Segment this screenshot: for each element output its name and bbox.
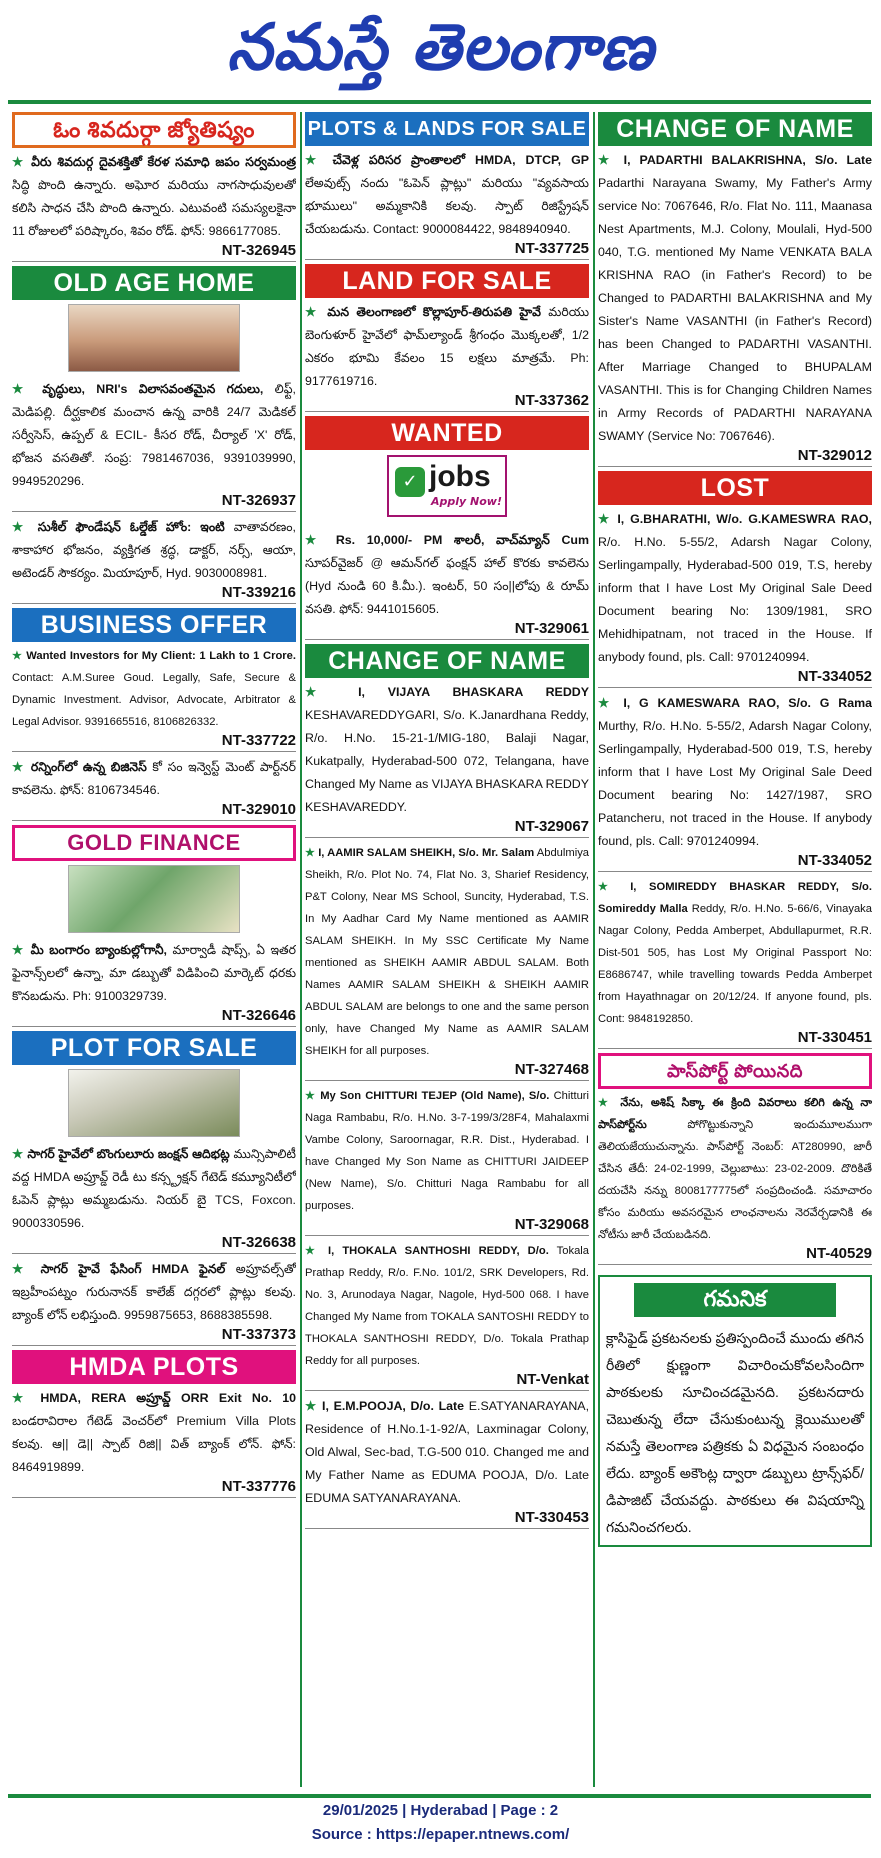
ad-code: NT-334052 <box>598 669 872 688</box>
ad-body: KESHAVAREDDYGARI, S/o. K.Janardhana Reddy, R/o. H.No. 15-21-1/MIG-180, Balaji Nagar, Kukatpally, Hyderabad-500 072, Telangana, have Changed My Name as VIJAYA BHASKARA REDDY KESHAVAREDDY. <box>305 708 589 814</box>
ad-lead: Rs. 10,000/- PM శాలరీ, వాచ్‌మ్యాన్ Cum <box>335 533 589 547</box>
ad-astrology: ఓం శివదుర్గా జ్యోతిష్యం ★ వీరు శివదుర్గ దైవశక్తితో కేరళ సమాధి జపం సర్వమంత్ర సిద్ధి పొంది ఉన్నారు. అఘోర మరియు నాగసాధువులతో కలిసి సాధన చేసి పొంది ఉన్నారు. ఎటువంటి సమస్యలకైనా 11 రోజులలో పరిష్కారం, శివం రోడ్. ఫోన్: 9866177085. NT-326945 <box>12 112 296 262</box>
ad-header: ఓం శివదుర్గా జ్యోతిష్యం <box>12 112 296 148</box>
ad-code: NT-Venkat <box>305 1372 589 1391</box>
ad-hmda-plots: HMDA PLOTS ★ HMDA, RERA అప్రూవ్డ్ ORR Exit No. 10 బండరావిరాల గేటెడ్ వెంచర్‌లో Premium Villa Plots కలవు. ఆ|| డె|| స్పాట్ రిజి|| విత్ బ్యాంక్ లోన్. ఫోన్: 8464919899. NT-337776 <box>12 1350 296 1498</box>
column-3 <box>598 112 872 1547</box>
footer-source: Source : https://epaper.ntnews.com/ <box>311 1826 570 1843</box>
ad-lead: సాగర్ హైవే ఫేసింగ్ HMDA ఫైనల్ <box>40 1262 226 1276</box>
ad-code: NT-334052 <box>598 853 872 872</box>
ad-lead: సుశీల్ ఫౌండేషన్ ఓల్డేజ్ హోం: ఇంటి <box>37 520 225 534</box>
ad-sagar-highway: ★ సాగర్ హైవే ఫేసింగ్ HMDA ఫైనల్ అప్రూవల్స్‌తో ఇబ్రహీంపట్నం గురునానక్ కాలేజ్ దగ్గరలో ప్లాట్లు కలవు. బ్యాంక్ లోన్ లభిస్తుంది. 9959875653, 8688385598. NT-337373 <box>12 1258 296 1346</box>
masthead <box>0 0 881 95</box>
ad-code: NT-337725 <box>305 241 589 260</box>
ad-lead: వీరు శివదుర్గ దైవశక్తితో కేరళ సమాధి జపం సర్వమంత్ర <box>31 155 296 169</box>
ad-body: Tokala Prathap Reddy, R/o. F.No. 101/2, SRK Developers, Rd. No. 3, Arunodaya Nagar, Nagole, Hyd-500 068. I have Changed My Name from TOKALA SANTOSHI REDDY to THOKALA SANTHOSHI REDDY, D/o. Tokala Prathap Reddy for all purposes. <box>305 1245 589 1367</box>
ad-code: NT-326638 <box>12 1235 296 1254</box>
ad-header: PLOTS & LANDS FOR SALE <box>305 112 589 146</box>
ad-lead: I, G.BHARATHI, W/o. G.KAMESWRA RAO, <box>617 512 872 526</box>
ad-body: మున్సిపాలిటీ వద్ద HMDA అప్రూవ్డ్ రెడీ టు కన్స్ట్రక్షన్ గేటెడ్ కమ్యూనిటీలో ఓపెన్ ప్లాట్లు అమ్మబడును. నియర్ బై TCS, Foxcon. 9000330596. <box>12 1147 296 1230</box>
ad-sushil-foundation: ★ సుశీల్ ఫౌండేషన్ ఓల్డేజ్ హోం: ఇంటి వాతావరణం, శాకాహార భోజనం, వ్యక్తిగత శ్రద్ధ, డాక్టర్, నర్స్, ఆయా, అటెండర్ సౌకర్యం. మియాపూర్, Hyd. 9030008981. NT-339216 <box>12 516 296 604</box>
ad-lead: చేవెళ్ల పరిసర ప్రాంతాలలో HMDA, DTCP, GP <box>332 153 589 167</box>
ad-lead: I, VIJAYA BHASKARA REDDY <box>358 685 589 699</box>
ad-code: NT-330453 <box>305 1510 589 1529</box>
ad-lead: I, SOMIREDDY BHASKAR REDDY, S/o. Somireddy Malla <box>598 881 872 915</box>
ad-lead: మన తెలంగాణలో కొల్లాపూర్-తిరుపతి హైవే <box>327 305 541 319</box>
ad-code: NT-329067 <box>305 819 589 838</box>
reader-notice <box>598 1275 872 1547</box>
ad-header: LOST <box>598 471 872 505</box>
column-divider <box>593 112 595 1787</box>
ad-lead: మీ బంగారం బ్యాంకుల్లోగానీ, <box>30 943 168 957</box>
ad-lead: My Son CHITTURI TEJEP (Old Name), S/o. <box>320 1090 550 1102</box>
ad-old-age-home: OLD AGE HOME ★ వృద్ధులు, NRI's విలాసవంతమైన గదులు, లిఫ్ట్, మెడిపల్లి. దీర్ఘకాలిక మంచాన ఉన్న వారికి 24/7 మెడికల్ సర్వీసెస్, ఉప్పల్ & ECIL- కీసర రోడ్, చీర్యాల్ 'X' రోడ్, భోజన వసతితో. సంప్ర: 7981467036, 9391039990, 9949520296. NT-326937 <box>12 266 296 512</box>
ad-header: OLD AGE HOME <box>12 266 296 300</box>
ad-plots-lands: PLOTS & LANDS FOR SALE ★ చేవెళ్ల పరిసర ప్రాంతాలలో HMDA, DTCP, GP లేఅవుట్స్ నందు "ఓపెన్ ప్లాట్లు" మరియు "వ్యవసాయ భూములు" అమ్మకానికి కలవు. స్పాట్ రిజిస్ట్రేషన్ చేయబడును. Contact: 9000084422, 9848940940. NT-337725 <box>305 112 589 260</box>
ad-header: GOLD FINANCE <box>12 825 296 861</box>
ad-body: R/o. H.No. 5-55/2, Adarsh Nagar Colony, Serlingampally, Hyderabad-500 019, T.S, hereby inform that I have Lost My Original Sale Deed Document bearing No: 1309/1981, SRO Mehidhipatnam, not traced in the House. If anybody found, pls. Call: 9701240994. <box>598 535 872 664</box>
ad-code: NT-330451 <box>598 1030 872 1049</box>
column-divider <box>300 112 302 1787</box>
ad-body: లేఅవుట్స్ నందు "ఓపెన్ ప్లాట్లు" మరియు "వ్యవసాయ భూములు" అమ్మకానికి కలవు. స్పాట్ రిజిస్ట్రేషన్ చేయబడును. Contact: 9000084422, 9848940940. <box>305 176 589 236</box>
ad-plot-for-sale: PLOT FOR SALE ★ సాగర్ హైవేలో బొంగులూరు జంక్షన్ ఆదిభట్ల మున్సిపాలిటీ వద్ద HMDA అప్రూవ్డ్ రెడీ టు కన్స్ట్రక్షన్ గేటెడ్ కమ్యూనిటీలో ఓపెన్ ప్లాట్లు అమ్మబడును. నియర్ బై TCS, Foxcon. 9000330596. NT-326638 <box>12 1031 296 1254</box>
ad-change-of-name-2: ★ I, AAMIR SALAM SHEIKH, S/o. Mr. Salam Abdulmiya Sheikh, R/o. Plot No. 74, Flat No. 3, Sharief Residency, P&T Colony, Near MS School, Suncity, Hyderabad, T.S. In My Aadhar Card My Name mentioned as AAMIR SALAM SHEIKH. In My SSC Certificate My Name mentioned as SHEIKH AAMIR ABDUL SALAM. Both Names AAMIR SALAM SHEIKH & SHEIKH AAMIR ABDUL SALAM are belongs to one and the same person only, have Changed My Name as AAMIR SALAM SHEIKH for all purposes. NT-327468 <box>305 842 589 1081</box>
ad-change-of-name-1: CHANGE OF NAME ★ I, VIJAYA BHASKARA REDDY KESHAVAREDDYGARI, S/o. K.Janardhana Reddy, R/o. H.No. 15-21-1/MIG-180, Balaji Nagar, Kukatpally, Hyderabad-500 072, Telangana, have Changed My Name as VIJAYA BHASKARA REDDY KESHAVAREDDY. NT-329067 <box>305 644 589 838</box>
ad-header: CHANGE OF NAME <box>598 112 872 146</box>
ad-header: LAND FOR SALE <box>305 264 589 298</box>
ad-body: లిఫ్ట్, మెడిపల్లి. దీర్ఘకాలిక మంచాన ఉన్న వారికి 24/7 మెడికల్ సర్వీసెస్, ఉప్పల్ & ECIL- కీసర రోడ్, చీర్యాల్ 'X' రోడ్, భోజన వసతితో. సంప్ర: 7981467036, 9391039990, 9949520296. <box>12 382 296 488</box>
ad-header: PLOT FOR SALE <box>12 1031 296 1065</box>
ad-code: NT-337373 <box>12 1327 296 1346</box>
ad-lead: రన్నింగ్‌లో ఉన్న బిజినెస్ <box>30 760 147 774</box>
ad-body: కో సం ఇన్వెస్ట్ మెంట్ పార్ట్‌నర్ కావలెను. ఫోన్: 8106734546. <box>12 760 296 797</box>
old-age-home-photo <box>68 304 240 372</box>
ad-body: పోగొట్టుకున్నాని ఇందుమూలముగా తెలియజేయుచున్నాను. పాస్‌పోర్ట్ నెంబర్: AT280990, జారీ చేసిన తేదీ: 24-02-1999, చెల్లుబాటు: 23-02-2009. దొరికితే దయచేసి నన్ను 8008177775లో సంప్రదించండి. సమాచారం కోసం మరియు అవసరమైన లాంఛనాలను నెరవేర్చడానికి ఈ నోటీసు జారీ చేయబడినది. <box>598 1119 872 1241</box>
ad-body: సిద్ధి పొంది ఉన్నారు. అఘోర మరియు నాగసాధువులతో కలిసి సాధన చేసి పొంది ఉన్నారు. ఎటువంటి సమస్యలకైనా 11 రోజులలో పరిష్కారం, శివం రోడ్. ఫోన్: 9866177085. <box>12 178 296 238</box>
ad-change-of-name-army: CHANGE OF NAME ★ I, PADARTHI BALAKRISHNA, S/o. Late Padarthi Narayana Swamy, My Father's Army service No: 7067646, R/o. Flat No. 111, Maanasa Nest Apartments, M.J. Colony, Moulali, Hyd-500 040, T.G. mentioned My Name VENKATA BALA KRISHNA RAO (in Father's Record) to be Changed to PADARTHI BALAKRISHNA and My Sister's Name VASANTHI (in Father's Record) has been Changed to PADARTHI VASANTHI. After Marriage Changed to BHUPALAM VASANTHI. This is for Changing Children Names in Army Records of PADARTHI NARAYANA SWAMY (Service No: 7067646). NT-329012 <box>598 112 872 467</box>
ad-lost-passport: ★ I, SOMIREDDY BHASKAR REDDY, S/o. Somireddy Malla Reddy, R/o. H.No. 5-66/6, Vinayaka Nagar Colony, Pedda Amberpet, Abdullapurmet, R.R. Dist-501 505, has Lost My Original Passport No: E8686747, while travelling towards Pedda Amberpet from Hayathnagar on 20/12/24. If anyone found, pls. Cont: 9848192850. NT-330451 <box>598 876 872 1049</box>
ad-code: NT-327468 <box>305 1062 589 1081</box>
ad-body: Reddy, R/o. H.No. 5-66/6, Vinayaka Nagar Colony, Pedda Amberpet, Abdullapurmet, R.R. Dist-501 505, has Lost My Original Passport No: E8686747, while travelling towards Pedda Amberpet from Hayathnagar on 20/12/24. If anyone found, pls. Cont: 9848192850. <box>598 903 872 1025</box>
ad-code: NT-337776 <box>12 1479 296 1498</box>
ad-body: Chitturi Naga Rambabu, R/o. H.No. 3-7-199/3/28F4, Mahalaxmi Vambe Colony, Saroornagar, R.R. Dist., Hyderabad. I have Changed My Son Name as CHITTURI JAIDEEP (New Name), S/o. Chitturi Naga Rambabu for all purposes. <box>305 1090 589 1212</box>
ad-code: NT-40529 <box>598 1246 872 1265</box>
ad-lead: I, AAMIR SALAM SHEIKH, S/o. Mr. Salam <box>318 847 535 859</box>
ad-code: NT-326937 <box>12 493 296 512</box>
ad-running-business: ★ రన్నింగ్‌లో ఉన్న బిజినెస్ కో సం ఇన్వెస్ట్ మెంట్ పార్ట్‌నర్ కావలెను. ఫోన్: 8106734546. NT-329010 <box>12 756 296 821</box>
ad-body: సూపర్‌వైజర్ @ ఆమన్‌గల్ ఫంక్షన్ హాల్ కొరకు కావలెను (Hyd నుండి 60 కి.మీ.). ఇంటర్, 50 సం||లోపు & రూమ్ వసతి. ఫోన్: 9441015605. <box>305 556 589 616</box>
briefcase-icon: ✓ <box>395 467 425 497</box>
ad-lead: వృద్ధులు, NRI's విలాసవంతమైన గదులు, <box>42 382 264 396</box>
ad-lead: I, G KAMESWARA RAO, S/o. G Rama <box>623 696 872 710</box>
masthead-title: నమస్తే తెలంగాణ <box>226 10 655 85</box>
ad-body: Padarthi Narayana Swamy, My Father's Army service No: 7067646, R/o. Flat No. 111, Maanasa Nest Apartments, M.J. Colony, Moulali, Hyd-500 040, T.G. mentioned My Name VENKATA BALA KRISHNA RAO (in Father's Record) to be Changed to PADARTHI BALAKRISHNA and My Sister's Name VASANTHI (in Father's Record) has been Changed to PADARTHI VASANTHI. After Marriage Changed to BHUPALAM VASANTHI. This is for Changing Children Names in Army Records of PADARTHI NARAYANA SWAMY (Service No: 7067646). <box>598 176 872 443</box>
ad-body: బండరావిరాల గేటెడ్ వెంచర్‌లో Premium Villa Plots కలవు. ఆ|| డె|| స్పాట్ రిజి|| విత్ బ్యాంక్ లోన్. ఫోన్: 8464919899. <box>12 1414 296 1474</box>
ad-business-offer: BUSINESS OFFER ★ Wanted Investors for My Client: 1 Lakh to 1 Crore. Contact: A.M.Suree Goud. Legally, Safe, Secure & Dynamic Investment. Advisor, Advocate, Arbitrator & Legal Advisor. 9391665516, 8106826332. NT-337722 <box>12 608 296 752</box>
classifieds-page <box>8 100 871 1798</box>
ad-lead: HMDA, RERA అప్రూవ్డ్ ORR Exit No. 10 <box>40 1391 296 1405</box>
ad-body: మరియు బెంగుళూర్ హైవేలో ఫామ్‌ల్యాండ్ శ్రీగంధం మొక్కలతో, 1/2 ఎకరం భూమి కేవలం 15 లక్షలు మాత్రమే. Ph: 9177619716. <box>305 305 589 388</box>
ad-code: NT-337722 <box>12 733 296 752</box>
ad-header: WANTED <box>305 416 589 450</box>
ad-header: HMDA PLOTS <box>12 1350 296 1384</box>
ad-code: NT-329012 <box>598 448 872 467</box>
ad-code: NT-329061 <box>305 621 589 640</box>
ad-body: Murthy, R/o. H.No. 5-55/2, Adarsh Nagar Colony, Serlingampally, Hyderabad-500 019, T.S, hereby inform that I have Lost My Original Sale Deed Document bearing No: 1427/1987, SRO Patancheru, not traced in the House. If anybody found, pls. Call: 9701240994. <box>598 719 872 848</box>
ad-lead: I, E.M.POOJA, D/o. Late <box>322 1399 465 1413</box>
ad-lead: I, PADARTHI BALAKRISHNA, S/o. Late <box>623 153 872 167</box>
jobs-word: jobs <box>429 460 491 493</box>
ad-body: మార్వాడీ షాప్స్, ఏ ఇతర ఫైనాన్స్‌లలో ఉన్నా, మా డబ్బుతో విడిపించి మార్కెట్ ధరకు కొనబడును. Ph: 9100329739. <box>12 943 296 1003</box>
ad-lost-2: ★ I, G KAMESWARA RAO, S/o. G Rama Murthy, R/o. H.No. 5-55/2, Adarsh Nagar Colony, Serlingampally, Hyderabad-500 019, T.S, hereby inform that I have Lost My Original Sale Deed Document bearing No: 1427/1987, SRO Patancheru, not traced in the House. If anybody found, pls. Call: 9701240994. NT-334052 <box>598 692 872 872</box>
jobs-apply-now: Apply Now! <box>431 495 502 508</box>
footer-dateline: 29/01/2025 | Hyderabad | Page : 2 <box>322 1802 559 1819</box>
ad-header: BUSINESS OFFER <box>12 608 296 642</box>
notice-title: గమనిక <box>634 1283 836 1317</box>
column-1 <box>12 112 296 1502</box>
ad-header: CHANGE OF NAME <box>305 644 589 678</box>
ad-code: NT-339216 <box>12 585 296 604</box>
ad-code: NT-329068 <box>305 1217 589 1236</box>
ad-lost-1: LOST ★ I, G.BHARATHI, W/o. G.KAMESWRA RAO, R/o. H.No. 5-55/2, Adarsh Nagar Colony, Serlingampally, Hyderabad-500 019, T.S, hereby inform that I have Lost My Original Sale Deed Document bearing No: 1309/1981, SRO Mehidhipatnam, not traced in the House. If anybody found, pls. Call: 9701240994. NT-334052 <box>598 471 872 688</box>
ad-body: Abdulmiya Sheikh, R/o. Plot No. 74, Flat No. 3, Sharief Residency, P&T Colony, Near MS School, Suncity, Hyderabad, T.S. In My Aadhar Card My Name mentioned as AAMIR SALAM SHEIKH. In My SSC Certificate My Name mentioned as SHEIKH AAMIR ABDUL SALAM. Both Names AAMIR SALAM SHEIKH & SHEIKH AAMIR ABDUL SALAM are belongs to one and the same person only, have Changed My Name as AAMIR SALAM SHEIKH for all purposes. <box>305 847 589 1057</box>
ad-change-of-name-5: ★ I, E.M.POOJA, D/o. Late E.SATYANARAYANA, Residence of H.No.1-1-92/A, Laxminagar Colony, Old Alwal, Sec-bad, T.G-500 010. Changed me and My Father Name as EDUMA POOJA, D/o. Late EDUMA SATYANARAYANA. NT-330453 <box>305 1395 589 1529</box>
ad-wanted: WANTED ✓ jobs Apply Now! ★ Rs. 10,000/- PM శాలరీ, వాచ్‌మ్యాన్ Cum సూపర్‌వైజర్ @ ఆమన్‌గల్ ఫంక్షన్ హాల్ కొరకు కావలెను (Hyd నుండి 60 కి.మీ.). ఇంటర్, 50 సం||లోపు & రూమ్ వసతి. ఫోన్: 9441015605. NT-329061 <box>305 416 589 640</box>
plot-photo <box>68 1069 240 1137</box>
ad-code: NT-329010 <box>12 802 296 821</box>
ad-body: వాతావరణం, శాకాహార భోజనం, వ్యక్తిగత శ్రద్ధ, డాక్టర్, నర్స్, ఆయా, అటెండర్ సౌకర్యం. మియాపూర్, Hyd. 9030008981. <box>12 520 296 580</box>
ad-gold-finance: GOLD FINANCE ★ మీ బంగారం బ్యాంకుల్లోగానీ, మార్వాడీ షాప్స్, ఏ ఇతర ఫైనాన్స్‌లలో ఉన్నా, మా డబ్బుతో విడిపించి మార్కెట్ ధరకు కొనబడును. Ph: 9100329739. NT-326646 <box>12 825 296 1027</box>
notice-body: క్లాసిఫైడ్ ప్రకటనలకు ప్రతిస్పందించే ముందు తగిన రీతిలో క్షుణ్ణంగా విచారించుకోవలసిందిగా పాఠకులకు సూచించడమైనది. ప్రకటనదారు చెబుతున్న లేదా చేసుకుంటున్న క్లెయిములతో నమస్తే తెలంగాణ పత్రికకు ఏ విధమైన సంబంధం లేదు. బ్యాంక్ అకౌంట్ల ద్వారా డబ్బులు ట్రాన్స్‌ఫర్/డిపాజిట్ చేయవద్దు. పాఠకులు ఈ విషయాన్ని గమనించగలరు. <box>606 1330 864 1535</box>
ad-code: NT-326945 <box>12 243 296 262</box>
ad-change-of-name-4: ★ I, THOKALA SANTHOSHI REDDY, D/o. Tokala Prathap Reddy, R/o. F.No. 101/2, SRK Developers, Rd. No. 3, Arunodaya Nagar, Nagole, Hyd-500 068. I have Changed My Name from TOKALA SANTOSHI REDDY to THOKALA SANTHOSHI REDDY, D/o. Tokala Prathap Reddy for all purposes. NT-Venkat <box>305 1240 589 1391</box>
ad-lead: సాగర్ హైవేలో బొంగులూరు జంక్షన్ ఆదిభట్ల <box>27 1147 230 1161</box>
ad-header: పాస్‌పోర్ట్ పోయినది <box>598 1053 872 1089</box>
ad-lead: నేను, అశిష్ సిక్కా ఈ క్రింది వివరాలు కలిగి ఉన్న నా పాస్‌పోర్ట్‌ను <box>598 1097 872 1131</box>
ad-lead: I, THOKALA SANTHOSHI REDDY, D/o. <box>328 1245 549 1257</box>
ad-code: NT-326646 <box>12 1008 296 1027</box>
ad-body: అప్రూవల్స్‌తో ఇబ్రహీంపట్నం గురునానక్ కాలేజ్ దగ్గరలో ప్లాట్లు కలవు. బ్యాంక్ లోన్ లభిస్తుంది. 9959875653, 8688385598. <box>12 1262 296 1322</box>
ad-land-for-sale: LAND FOR SALE ★ మన తెలంగాణలో కొల్లాపూర్-తిరుపతి హైవే మరియు బెంగుళూర్ హైవేలో ఫామ్‌ల్యాండ్ శ్రీగంధం మొక్కలతో, 1/2 ఎకరం భూమి కేవలం 15 లక్షలు మాత్రమే. Ph: 9177619716. NT-337362 <box>305 264 589 412</box>
ad-change-of-name-3: ★ My Son CHITTURI TEJEP (Old Name), S/o. Chitturi Naga Rambabu, R/o. H.No. 3-7-199/3/28F4, Mahalaxmi Vambe Colony, Saroornagar, R.R. Dist., Hyderabad. I have Changed My Son Name as CHITTURI JAIDEEP (New Name), S/o. Chitturi Naga Rambabu for all purposes. NT-329068 <box>305 1085 589 1236</box>
ad-code: NT-337362 <box>305 393 589 412</box>
gold-finance-photo <box>68 865 240 933</box>
ad-passport-lost-telugu: పాస్‌పోర్ట్ పోయినది ★ నేను, అశిష్ సిక్కా ఈ క్రింది వివరాలు కలిగి ఉన్న నా పాస్‌పోర్ట్‌ను పోగొట్టుకున్నాని ఇందుమూలముగా తెలియజేయుచున్నాను. పాస్‌పోర్ట్ నెంబర్: AT280990, జారీ చేసిన తేదీ: 24-02-1999, చెల్లుబాటు: 23-02-2009. దొరికితే దయచేసి నన్ను 8008177775లో సంప్రదించండి. సమాచారం కోసం మరియు అవసరమైన లాంఛనాలను నెరవేర్చడానికి ఈ నోటీసు జారీ చేయబడినది. NT-40529 <box>598 1053 872 1265</box>
ad-body: Contact: A.M.Suree Goud. Legally, Safe, Secure & Dynamic Investment. Advisor, Advocate, Arbitrator & Legal Advisor. 9391665516, 8106826332. <box>12 672 296 728</box>
ad-body: E.SATYANARAYANA, Residence of H.No.1-1-92/A, Laxminagar Colony, Old Alwal, Sec-bad, T.G-500 010. Changed me and My Father Name as EDUMA POOJA, D/o. Late EDUMA SATYANARAYANA. <box>305 1399 589 1505</box>
ad-lead: Wanted Investors for My Client: 1 Lakh to 1 Crore. <box>26 650 296 662</box>
column-2 <box>305 112 589 1533</box>
jobs-logo <box>387 455 507 517</box>
